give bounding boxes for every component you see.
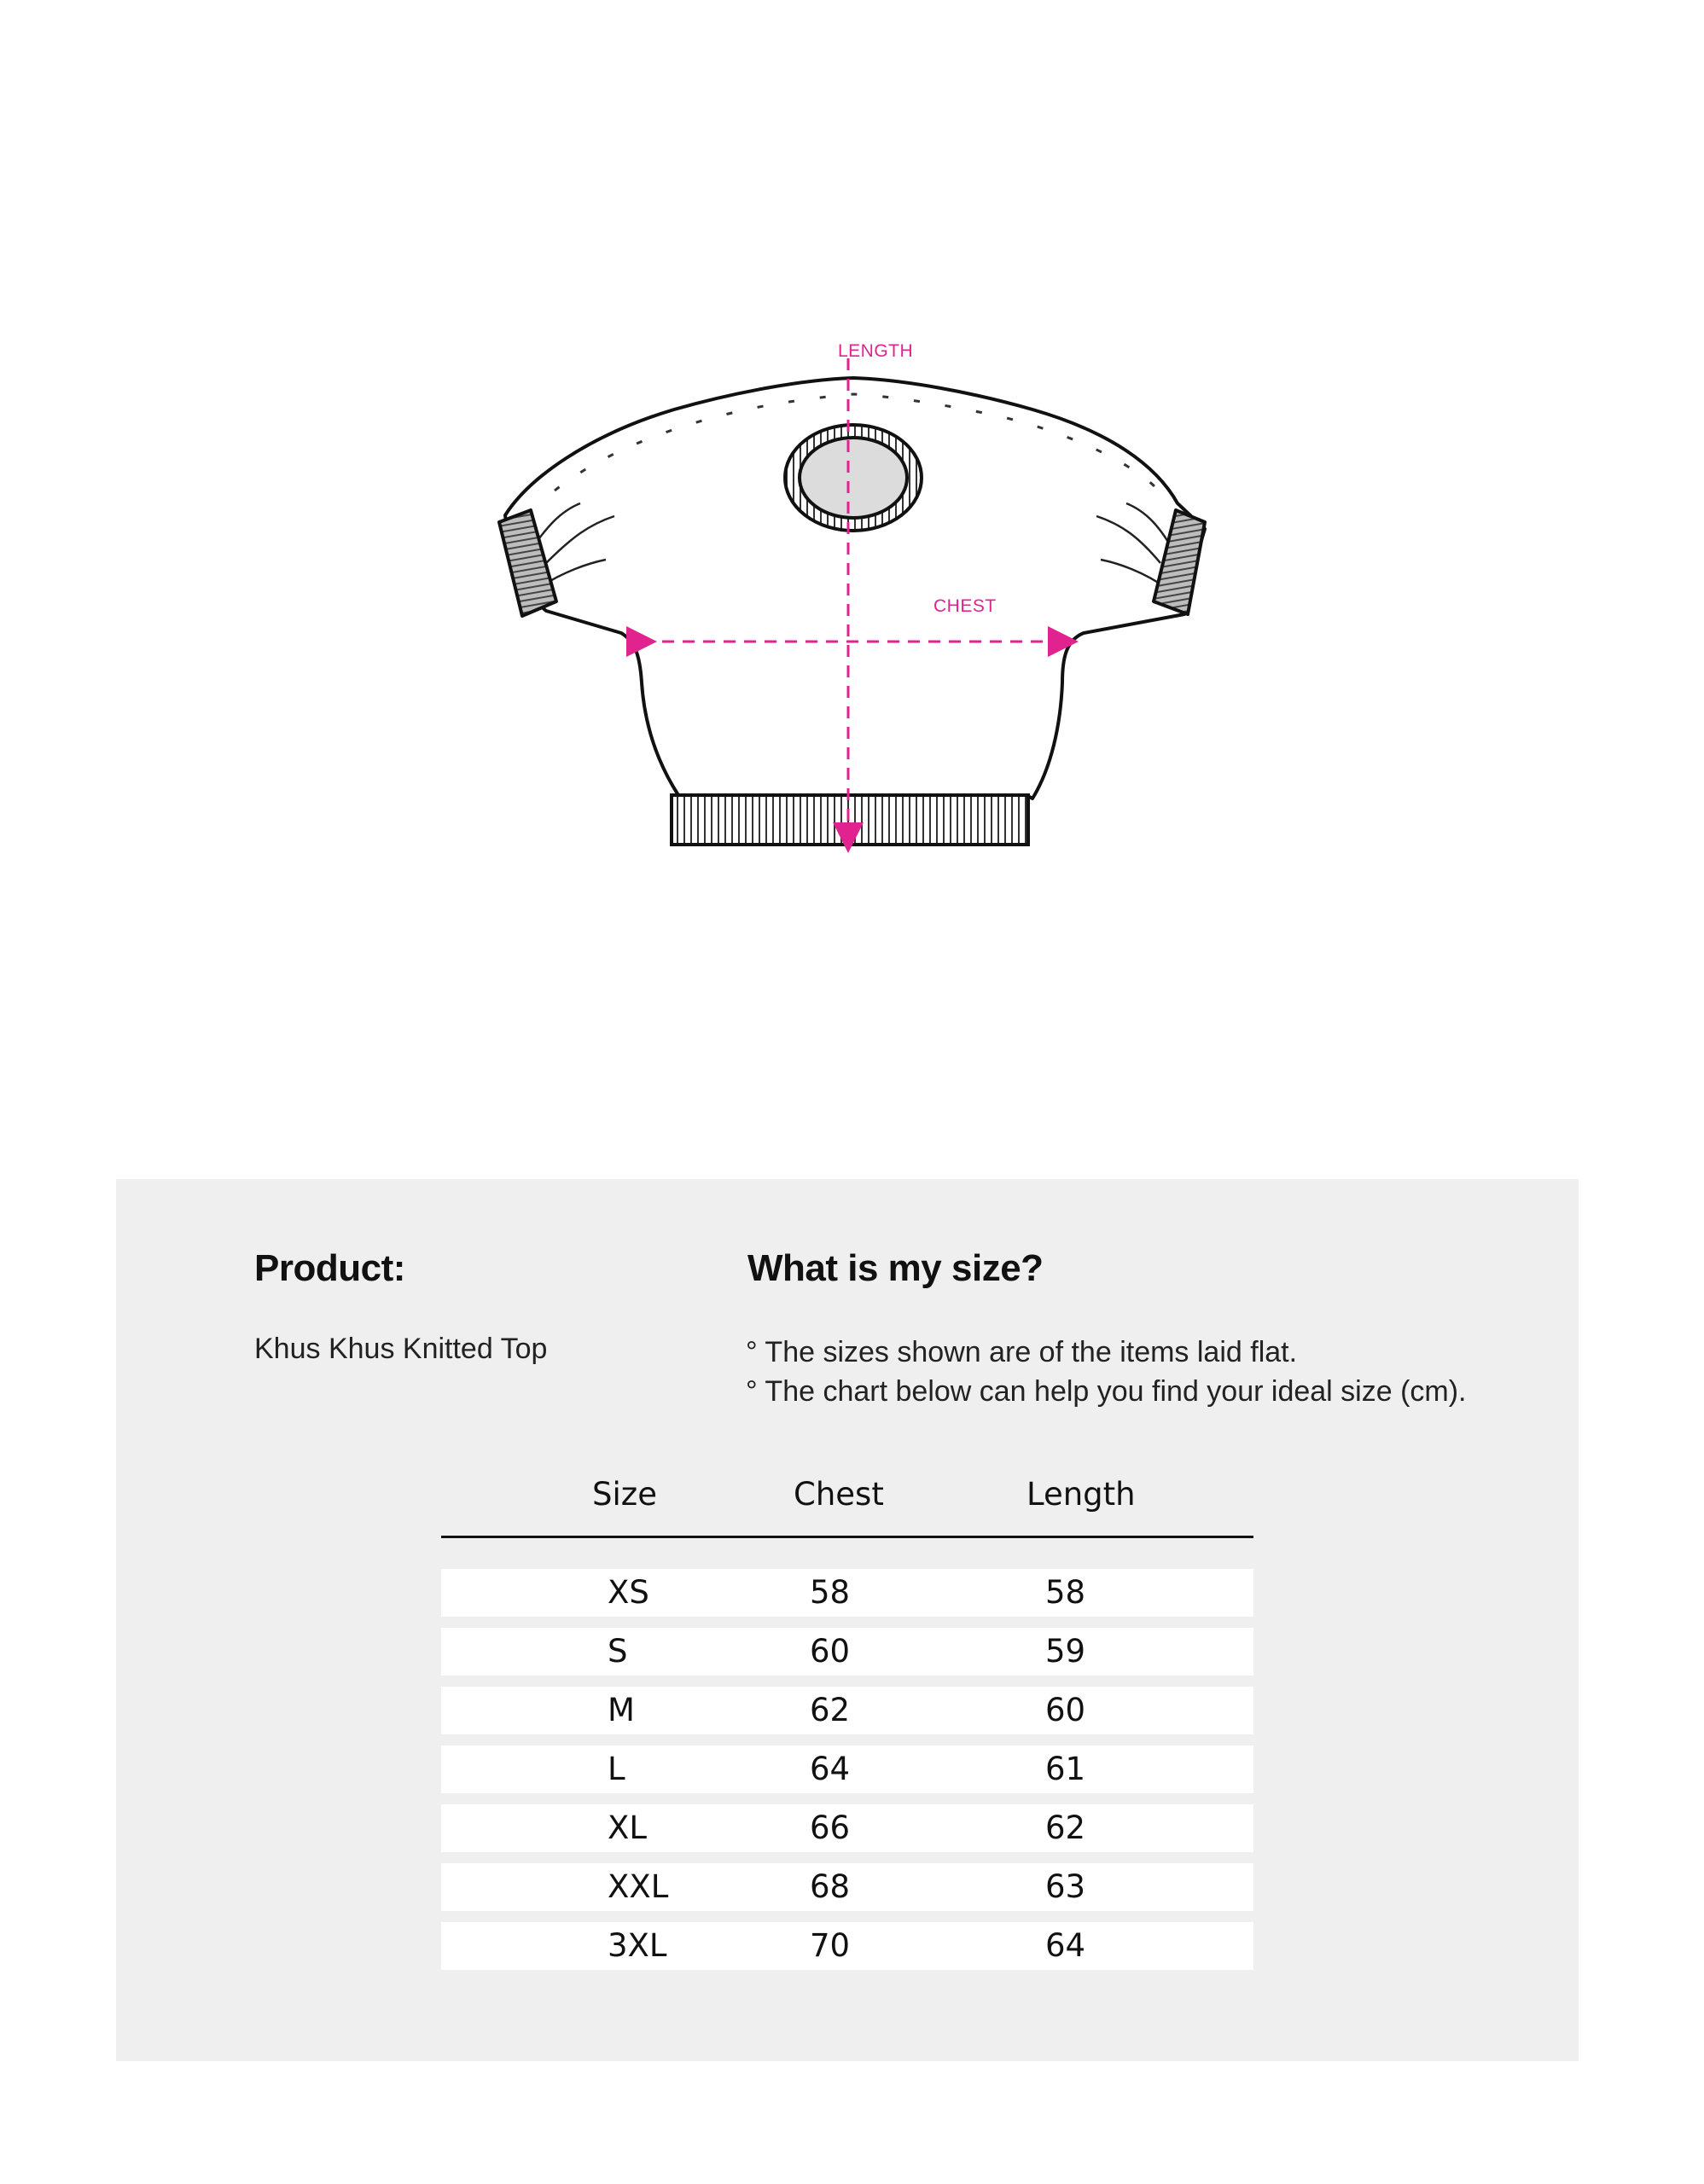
table-row <box>441 1569 1253 1617</box>
cell-chest: 64 <box>810 1751 851 1787</box>
knitted-top-illustration <box>0 0 1704 1024</box>
header-length: Length <box>1026 1476 1136 1513</box>
header-size: Size <box>592 1476 657 1513</box>
table-row <box>441 1628 1253 1676</box>
cell-length: 64 <box>1045 1927 1086 1964</box>
size-note: ° The sizes shown are of the items laid flat. <box>746 1336 1298 1368</box>
size-note: ° The chart below can help you find your ideal size (cm). <box>746 1375 1467 1408</box>
product-heading: Product: <box>254 1247 405 1289</box>
size-guide-notes <box>746 1333 1467 1411</box>
cell-size: XS <box>608 1574 649 1611</box>
header-divider <box>441 1536 1253 1538</box>
cell-chest: 68 <box>810 1868 851 1905</box>
neckline-opening <box>800 438 907 518</box>
cell-size: XL <box>608 1809 647 1846</box>
cell-chest: 58 <box>810 1574 851 1611</box>
length-label: LENGTH <box>838 341 914 361</box>
size-info-panel <box>116 1179 1579 2061</box>
cell-length: 59 <box>1045 1633 1086 1670</box>
garment-diagram <box>0 0 1704 1024</box>
cell-size: S <box>608 1633 628 1670</box>
table-row <box>441 1804 1253 1852</box>
cell-length: 60 <box>1045 1692 1086 1728</box>
table-row <box>441 1863 1253 1911</box>
cell-size: L <box>608 1751 625 1787</box>
table-body <box>441 1569 1253 1981</box>
cell-size: 3XL <box>608 1927 667 1964</box>
cell-chest: 70 <box>810 1927 851 1964</box>
table-row <box>441 1922 1253 1970</box>
chest-label: CHEST <box>933 596 997 616</box>
cell-length: 63 <box>1045 1868 1086 1905</box>
cell-length: 61 <box>1045 1751 1086 1787</box>
table-row <box>441 1687 1253 1734</box>
cell-chest: 62 <box>810 1692 851 1728</box>
size-table <box>441 1469 1253 1964</box>
cell-size: M <box>608 1692 635 1728</box>
cell-chest: 66 <box>810 1809 851 1846</box>
cell-length: 58 <box>1045 1574 1086 1611</box>
cell-length: 62 <box>1045 1809 1086 1846</box>
table-row <box>441 1745 1253 1793</box>
table-header <box>441 1469 1253 1520</box>
cell-size: XXL <box>608 1868 669 1905</box>
product-name: Khus Khus Knitted Top <box>254 1333 548 1365</box>
header-chest: Chest <box>794 1476 884 1513</box>
cell-chest: 60 <box>810 1633 851 1670</box>
size-guide-heading: What is my size? <box>747 1247 1044 1289</box>
hem-rib <box>672 795 1028 845</box>
